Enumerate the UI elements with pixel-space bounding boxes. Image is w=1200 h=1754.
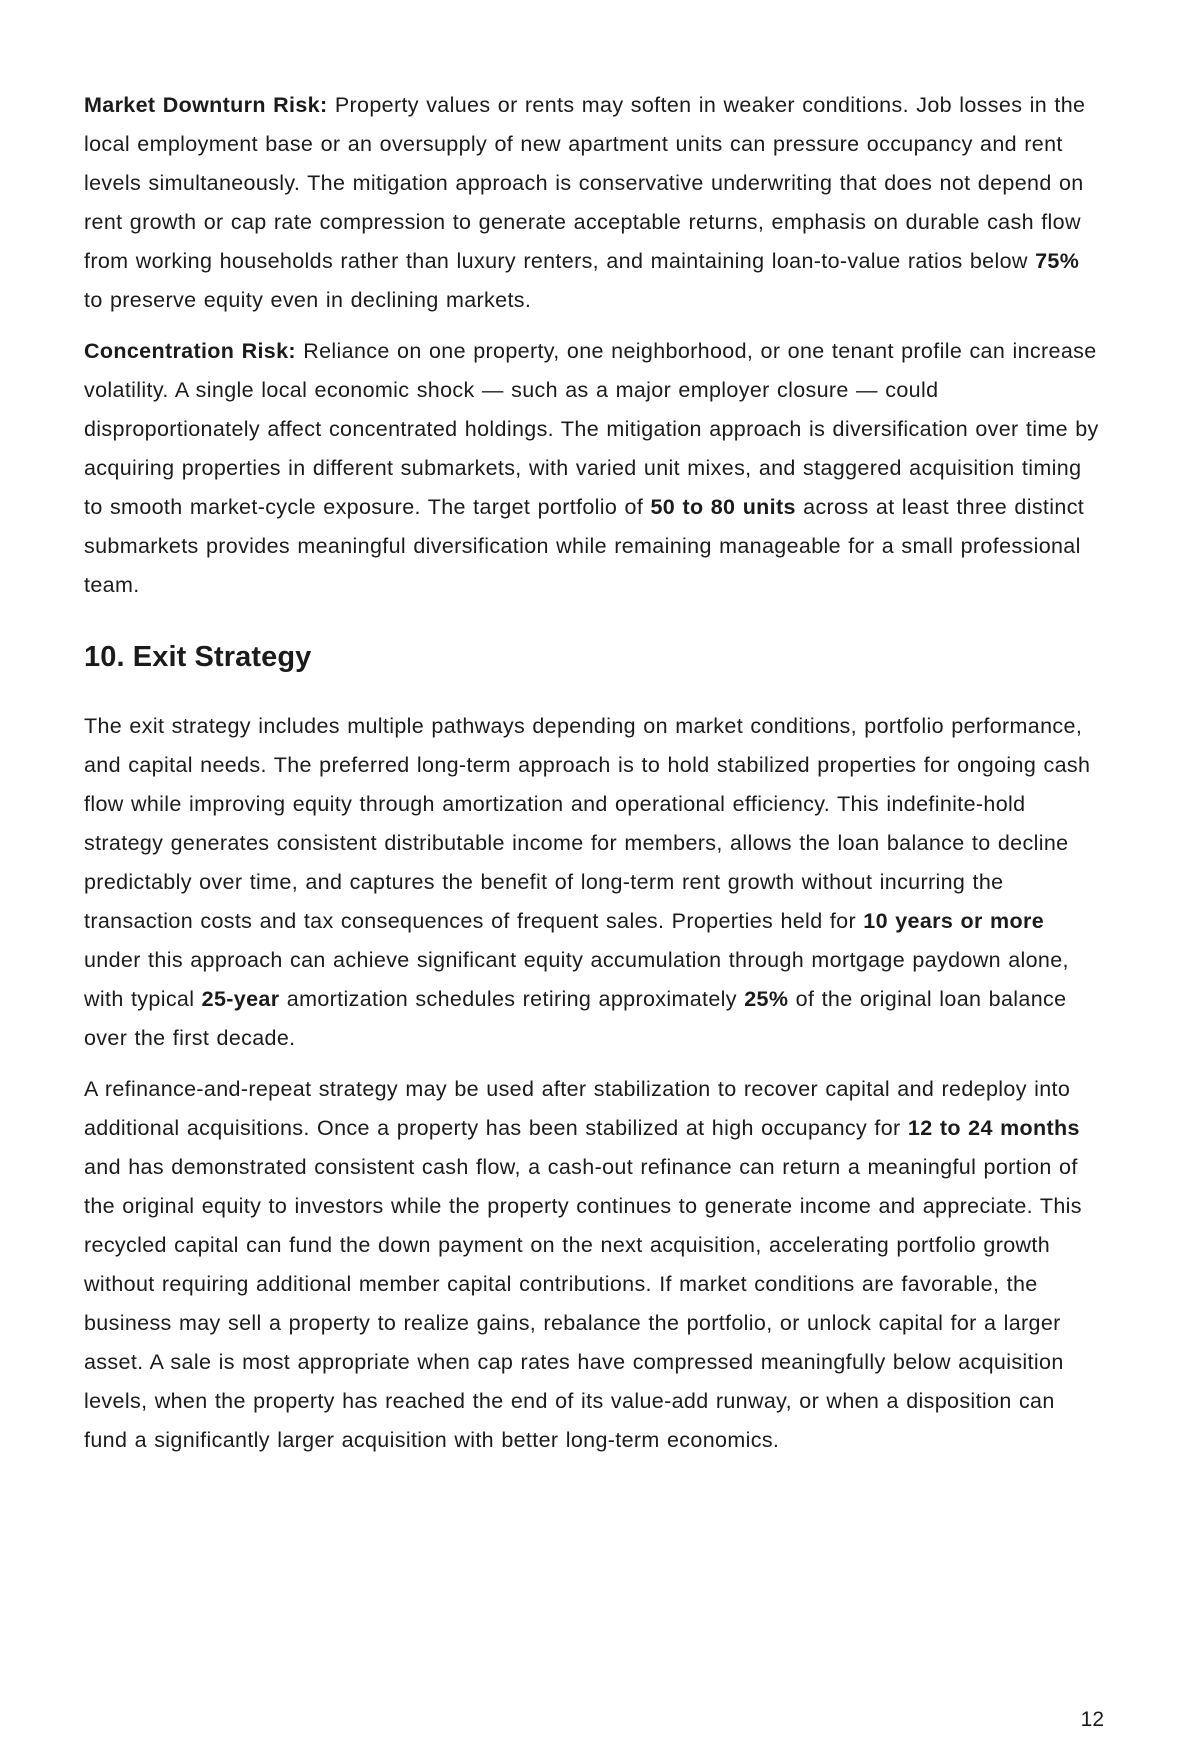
exit-strategy-paragraph-2 <box>84 1070 1104 1460</box>
paragraph-text: A refinance-and-repeat strategy may be used after stabilization to recover capital and redeploy into additional acquisitions. Once a property has been stabilized at high occupancy for <box>84 1077 1071 1140</box>
market-downturn-risk-paragraph <box>84 86 1104 320</box>
concentration-risk-label: Concentration Risk: <box>84 339 296 363</box>
emphasis-text: 12 to 24 months <box>907 1116 1080 1140</box>
emphasis-text: 10 years or more <box>863 909 1045 933</box>
section-heading: 10. Exit Strategy <box>84 641 312 673</box>
exit-strategy-paragraph-1 <box>84 707 1104 1058</box>
paragraph-text: amortization schedules retiring approximately <box>279 987 745 1011</box>
emphasis-text: 50 to 80 units <box>650 495 796 519</box>
emphasis-text: 75% <box>1035 249 1080 273</box>
paragraph-text: to preserve equity even in declining markets. <box>84 288 532 312</box>
page-number: 12 <box>1080 1708 1104 1731</box>
page-content <box>84 86 1104 1472</box>
paragraph-text: and has demonstrated consistent cash flow, a cash-out refinance can return a meaningful portion of the original equity to investors while the property continues to generate income and appreciate. This recycled capital can fund the down payment on the next acquisition, accelerating portfolio growth without requiring additional member capital contributions. If market conditions are favorable, the business may sell a property to realize gains, rebalance the portfolio, or unlock capital for a larger asset. A sale is most appropriate when cap rates have compressed meaningfully below acquisition levels, when the property has reached the end of its value-add runway, or when a disposition can fund a significantly larger acquisition with better long-term economics. <box>84 1155 1082 1452</box>
paragraph-text: of the original loan balance over the first decade. <box>84 987 1067 1050</box>
market-downturn-risk-label: Market Downturn Risk: <box>84 93 328 117</box>
paragraph-text: Property values or rents may soften in weaker conditions. Job losses in the local employment base or an oversupply of new apartment units can pressure occupancy and rent levels simultaneously. The mitigation approach is conservative underwriting that does not depend on rent growth or cap rate compression to generate acceptable returns, emphasis on durable cash flow from working households rather than luxury renters, and maintaining loan-to-value ratios below <box>84 93 1086 273</box>
paragraph-text: The exit strategy includes multiple pathways depending on market conditions, portfolio performance, and capital needs. The preferred long-term approach is to hold stabilized properties for ongoing cash flow while improving equity through amortization and operational efficiency. This indefinite-hold strategy generates consistent distributable income for members, allows the loan balance to decline predictably over time, and captures the benefit of long-term rent growth without incurring the transaction costs and tax consequences of frequent sales. Properties held for <box>84 714 1091 933</box>
emphasis-text: 25-year <box>201 987 280 1011</box>
paragraph-text: under this approach can achieve significant equity accumulation through mortgage paydown alone, with typical <box>84 948 1069 1011</box>
paragraph-text: across at least three distinct submarkets provides meaningful diversification while remaining manageable for a small professional team. <box>84 495 1085 597</box>
concentration-risk-paragraph <box>84 332 1104 605</box>
emphasis-text: 25% <box>744 987 789 1011</box>
paragraph-text: Reliance on one property, one neighborhood, or one tenant profile can increase volatility. A single local economic shock — such as a major employer closure — could disproportionately affect concentrated holdings. The mitigation approach is diversification over time by acquiring properties in different submarkets, with varied unit mixes, and staggered acquisition timing to smooth market-cycle exposure. The target portfolio of <box>84 339 1099 519</box>
